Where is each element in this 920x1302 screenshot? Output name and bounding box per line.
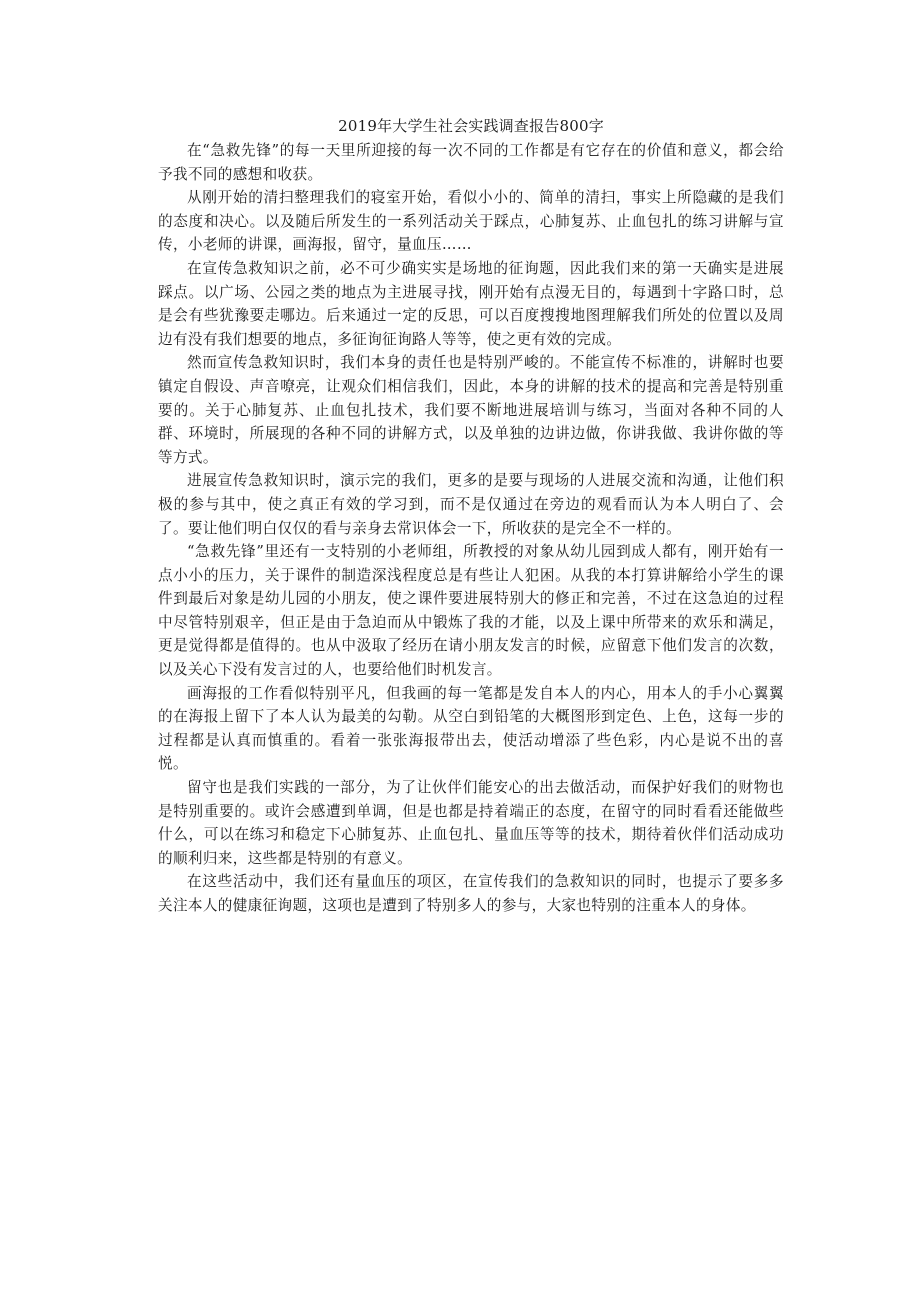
paragraph-7: 画海报的工作看似特别平凡，但我画的每一笔都是发自本人的内心，用本人的手小心翼翼的在海报上留下了本人认为最美的勾勒。从空白到铅笔的大概图形到定色、上色，这每一步的过程都是认真而慎重的。看着一张张海报带出去，使活动增添了些色彩，内心是说不出的喜悦。 (158, 684, 784, 773)
document-page (158, 114, 784, 918)
paragraph-4: 然而宣传急救知识时，我们本身的责任也是特别严峻的。不能宣传不标准的，讲解时也要镇定自假设、声音嘹亮，让观众们相信我们，因此，本身的讲解的技术的提高和完善是特别重要的。关于心肺复苏、止血包扎技术，我们要不断地进展培训与练习，当面对各种不同的人群、环境时，所展现的各种不同的讲解方式，以及单独的边讲边做，你讲我做、我讲你做的等等方式。 (158, 354, 784, 466)
paragraph-9: 在这些活动中，我们还有量血压的项区，在宣传我们的急救知识的同时，也提示了要多多关注本人的健康征询题，这项也是遭到了特别多人的参与，大家也特别的注重本人的身体。 (158, 873, 784, 914)
document-title: 2019年大学生社会实践调查报告800字 (338, 117, 604, 135)
paragraph-3: 在宣传急救知识之前，必不可少确实实是场地的征询题，因此我们来的第一天确实是进展踩点。以广场、公园之类的地点为主进展寻找，刚开始有点漫无目的，每遇到十字路口时，总是会有些犹豫要走哪边。后来通过一定的反思，可以百度搜搜地图理解我们所处的位置以及周边有没有我们想要的地点，多征询征询路人等等，使之更有效的完成。 (158, 259, 784, 348)
paragraph-1: 在“急救先锋”的每一天里所迎接的每一次不同的工作都是有它存在的价值和意义，都会给予我不同的感想和收获。 (158, 142, 784, 183)
paragraph-8: 留守也是我们实践的一部分，为了让伙伴们能安心的出去做活动，而保护好我们的财物也是特别重要的。或许会感遭到单调，但是也都是持着端正的态度，在留守的同时看看还能做些什么，可以在练习和稳定下心肺复苏、止血包扎、量血压等等的技术，期待着伙伴们活动成功的顺利归来，这些都是特别的有意义。 (158, 779, 784, 867)
paragraph-6: “急救先锋”里还有一支特别的小老师组，所教授的对象从幼儿园到成人都有，刚开始有一点小小的压力，关于课件的制造深浅程度总是有些让人犯困。从我的本打算讲解给小学生的课件到最后对象是幼儿园的小朋友，使之课件要进展特别大的修正和完善，不过在这急迫的过程中尽管特别艰辛，但正是由于急迫而从中锻炼了我的才能，以及上课中所带来的欢乐和满足，更是觉得都是值得的。也从中汲取了经历在请小朋友发言的时候，应留意下他们发言的次数，以及关心下没有发言过的人，也要给他们时机发言。 (158, 543, 784, 679)
paragraph-2: 从刚开始的清扫整理我们的寝室开始，看似小小的、简单的清扫，事实上所隐藏的是我们的态度和决心。以及随后所发生的一系列活动关于踩点，心肺复苏、止血包扎的练习讲解与宣传，小老师的讲课，画海报，留守，量血压…… (158, 189, 784, 254)
paragraph-5: 进展宣传急救知识时，演示完的我们，更多的是要与现场的人进展交流和沟通，让他们积极的参与其中，使之真正有效的学习到，而不是仅通过在旁边的观看而认为本人明白了、会了。要让他们明白仅仅的看与亲身去常识体会一下，所收获的是完全不一样的。 (158, 472, 784, 537)
